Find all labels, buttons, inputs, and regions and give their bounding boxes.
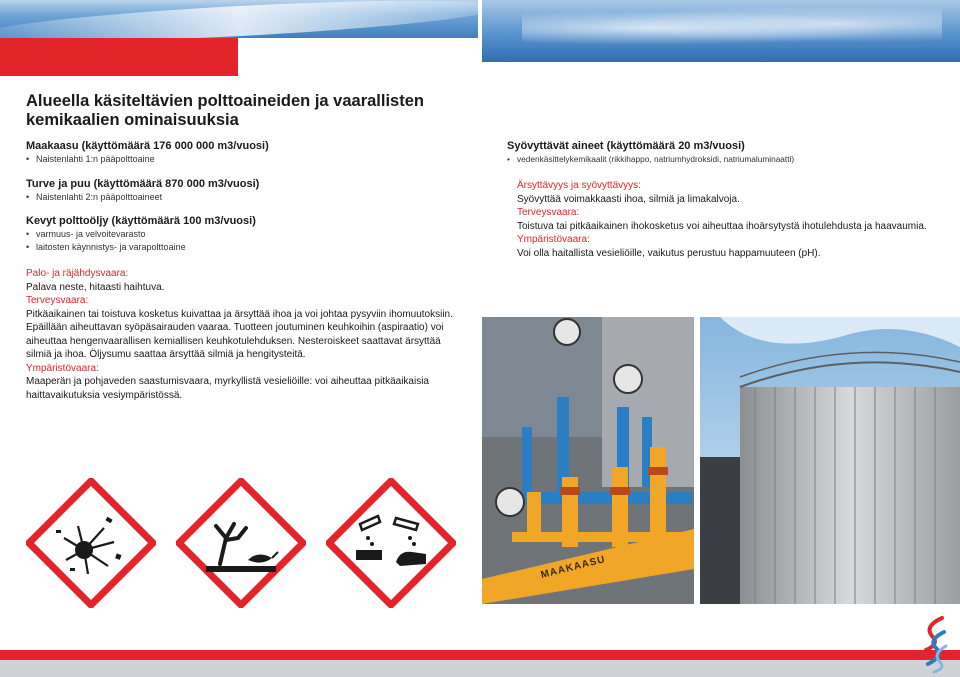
- peat-list: [26, 191, 466, 204]
- corrosive-hazard-icon: [326, 478, 456, 608]
- footer-red-stripe: [0, 650, 960, 660]
- page-title: Alueella käsiteltävien polttoaineiden ja vaarallisten kemikaalien ominaisuuksia: [26, 92, 424, 129]
- footer-grey-stripe: [0, 660, 960, 677]
- environment-hazard-text: Voi olla haitallista vesieliöille, vaikutus perustuu happamuuteen (pH).: [517, 247, 821, 259]
- irritant-hazard-label: Ärsyttävyys ja syövyttävyys:: [517, 180, 641, 191]
- right-column: [507, 139, 947, 260]
- environmental-hazard-icon: [176, 478, 306, 608]
- fire-hazard-text: Palava neste, hitaasti haihtuva.: [26, 281, 165, 293]
- list-item: • vedenkäsittelykemikaalit (rikkihappo, natriumhydroksidi, natriumaluminaatti): [507, 153, 947, 166]
- list-item: • Naistenlahti 2:n pääpolttoaineet: [26, 191, 466, 204]
- top-banner-image-left: [0, 0, 478, 38]
- gas-pipes-photo: [482, 317, 694, 604]
- explosive-hazard-icon: [26, 478, 156, 608]
- oil-list: [26, 228, 466, 254]
- list-item: • varmuus- ja velvoitevarasto: [26, 228, 466, 241]
- pipe-label: MAAKAASU: [539, 554, 607, 581]
- fire-hazard-label: Palo- ja räjähdysvaara:: [26, 268, 129, 279]
- list-item: • laitosten käynnistys- ja varapolttoaine: [26, 241, 466, 254]
- hazard-pictograms: [26, 478, 456, 608]
- peat-heading: Turve ja puu (käyttömäärä 870 000 m3/vuosi): [26, 178, 260, 190]
- left-column: [26, 139, 466, 402]
- corrosives-list: [507, 153, 947, 166]
- irritant-hazard-text: Syövyttää voimakkaasti ihoa, silmiä ja limakalvoja.: [517, 193, 740, 205]
- company-logo-icon: [914, 616, 954, 674]
- environment-hazard-text: Maaperän ja pohjaveden saastumisvaara, myrkyllistä vesieliöille: voi aiheuttaa pitkäaikaisia haittavaikutuksia vesiympäristössä.: [26, 376, 429, 401]
- health-hazard-text: Pitkäaikainen tai toistuva kosketus kuivattaa ja ärsyttää ihoa ja voi johtaa pysyviin ihomuutoksiin. Epäillään aiheuttavan syöpäsairauden vaaraa. Tuotteen joutuminen keuhkoihin (aspiraatio) voi aiheuttaa hengenvaarallisen kemiallisen keuhkotulehduksen. Nesteroiskeet saattavat ärsyttää silmiä ja ihoa. Öljysumu saattaa ärsyttää silmiä ja hengitysteitä.: [26, 308, 453, 360]
- gas-list: [26, 153, 466, 166]
- storage-tank-photo: [700, 317, 960, 604]
- oil-heading: Kevyt polttoöljy (käyttömäärä 100 m3/vuosi): [26, 215, 256, 227]
- list-item: • Naistenlahti 1:n pääpolttoaine: [26, 153, 466, 166]
- gas-heading: Maakaasu (käyttömäärä 176 000 000 m3/vuosi): [26, 140, 269, 152]
- environment-hazard-label: Ympäristövaara:: [517, 234, 590, 245]
- health-hazard-label: Terveysvaara:: [517, 207, 580, 218]
- environment-hazard-label: Ympäristövaara:: [26, 362, 99, 374]
- health-hazard-label: Terveysvaara:: [26, 295, 89, 306]
- corrosives-heading: Syövyttävät aineet (käyttömäärä 20 m3/vuosi): [507, 140, 745, 152]
- health-hazard-text: Toistuva tai pitkäaikainen ihokosketus voi aiheuttaa ihoärsytystä ihotulehdusta ja haavaumia.: [517, 220, 927, 232]
- red-accent-bar: [0, 38, 238, 76]
- top-banner-image-right: [482, 0, 960, 62]
